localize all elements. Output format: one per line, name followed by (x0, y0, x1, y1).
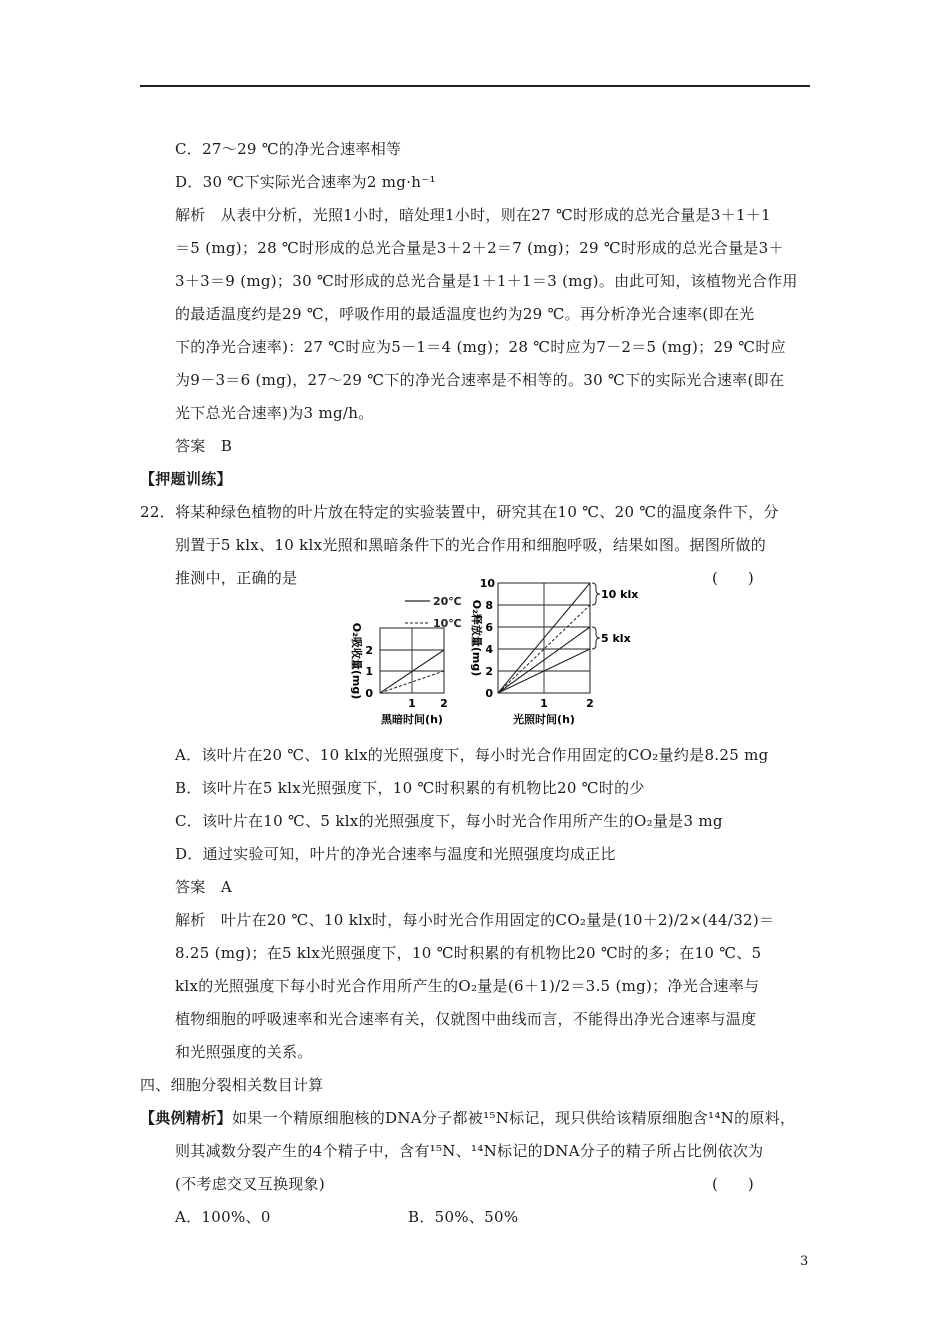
light-y-tick: 0 (485, 687, 493, 700)
light-x-label: 光照时间(h) (513, 713, 575, 726)
q22-option-a: A．该叶片在20 ℃、10 klx的光照强度下，每小时光合作用固定的CO₂量约是8.25 mg (175, 746, 769, 764)
section-label-practice: 【押题训练】 (140, 470, 232, 488)
section-heading-4: 四、细胞分裂相关数目计算 (140, 1076, 324, 1094)
example-option-a: A．100%、0 (175, 1208, 271, 1226)
example-label: 【典例精析】 (140, 1109, 232, 1127)
dark-x-tick: 1 (408, 697, 416, 710)
q22-stem-line: 别置于5 klx、10 klx光照和黑暗条件下的光合作用和细胞呼吸，结果如图。据图所做的 (175, 536, 767, 554)
q22-option-d: D．通过实验可知，叶片的净光合速率与温度和光照强度均成正比 (175, 845, 616, 863)
dark-x-tick: 2 (440, 697, 448, 710)
example-line: 则其减数分裂产生的4个精子中，含有¹⁵N、¹⁴N标记的DNA分子的精子所占比例依次为 (175, 1142, 764, 1160)
q22-figure (340, 573, 650, 733)
example-line: 如果一个精原细胞核的DNA分子都被¹⁵N标记，现只供给该精原细胞含¹⁴N的原料， (232, 1109, 796, 1127)
prev-analysis-line: 解析 从表中分析，光照1小时，暗处理1小时，则在27 ℃时形成的总光合量是3＋1＋1 (175, 206, 771, 224)
q22-answer: 答案 A (175, 878, 233, 896)
q22-analysis-line: klx的光照强度下每小时光合作用所产生的O₂量是(6＋1)/2＝3.5 (mg)；净光合速率与 (175, 977, 760, 995)
dark-chart (350, 595, 462, 726)
example-line: (不考虑交叉互换现象) (175, 1175, 326, 1193)
q22-stem-line: 22．将某种绿色植物的叶片放在特定的实验装置中，研究其在10 ℃、20 ℃的温度条件下，分 (140, 503, 779, 521)
q22-stem-line: 推测中，正确的是 (175, 569, 298, 587)
prev-analysis-line: 3＋3＝9 (mg)；30 ℃时形成的总光合量是1＋1＋1＝3 (mg)。由此可知，该植物光合作用 (175, 272, 798, 290)
prev-option-c: C．27～29 ℃的净光合速率相等 (175, 140, 402, 158)
light-chart (470, 577, 638, 726)
example-option-b: B．50%、50% (408, 1208, 519, 1226)
q22-analysis-line: 解析 叶片在20 ℃、10 klx时，每小时光合作用固定的CO₂量是(10＋2)/2×(44/32)＝ (175, 911, 775, 929)
dark-y-tick: 1 (365, 665, 373, 678)
legend-20c-label: 20℃ (433, 595, 462, 608)
q22-option-b: B．该叶片在5 klx光照强度下，10 ℃时积累的有机物比20 ℃时的少 (175, 779, 645, 797)
example-answer-blank: ( ) (712, 1175, 754, 1193)
light-x-tick: 1 (540, 697, 548, 710)
dark-y-tick: 0 (365, 687, 373, 700)
brace-10klx (592, 583, 600, 605)
header-rule (140, 85, 810, 87)
q22-option-c: C．该叶片在10 ℃、5 klx的光照强度下，每小时光合作用所产生的O₂量是3 mg (175, 812, 723, 830)
light-y-tick: 10 (479, 577, 495, 590)
dark-y-label: O₂吸收量(mg) (350, 622, 363, 700)
legend-10c-label: 10℃ (433, 617, 462, 630)
prev-analysis-line: ＝5 (mg)；28 ℃时形成的总光合量是3＋2＋2＝7 (mg)；29 ℃时形成的总光合量是3＋ (175, 239, 784, 257)
brace-5klx (592, 627, 600, 649)
q22-analysis-line: 和光照强度的关系。 (175, 1043, 313, 1061)
dark-x-label: 黑暗时间(h) (381, 713, 443, 726)
dark-y-tick: 2 (365, 644, 373, 657)
prev-analysis-line: 的最适温度约是29 ℃，呼吸作用的最适温度也约为29 ℃。再分析净光合速率(即在光 (175, 305, 755, 323)
light-y-tick: 6 (485, 621, 493, 634)
light-y-tick: 2 (485, 665, 493, 678)
group-label-10klx: 10 klx (601, 588, 639, 601)
q22-analysis-line: 8.25 (mg)；在5 klx光照强度下，10 ℃时积累的有机物比20 ℃时的多；在10 ℃、5 (175, 944, 762, 962)
light-y-label: O₂释放量(mg) (470, 599, 483, 677)
light-x-tick: 2 (586, 697, 594, 710)
prev-answer: 答案 B (175, 437, 233, 455)
prev-option-d: D．30 ℃下实际光合速率为2 mg·h⁻¹ (175, 173, 436, 191)
prev-analysis-line: 下的净光合速率)：27 ℃时应为5－1＝4 (mg)；28 ℃时应为7－2＝5 (mg)；29 ℃时应 (175, 338, 786, 356)
q22-analysis-line: 植物细胞的呼吸速率和光合速率有关，仅就图中曲线而言，不能得出净光合速率与温度 (175, 1010, 757, 1028)
q22-answer-blank: ( ) (712, 569, 754, 587)
prev-analysis-line: 为9－3＝6 (mg)，27～29 ℃下的净光合速率是不相等的。30 ℃下的实际光合速率(即在 (175, 371, 785, 389)
page-number: 3 (800, 1254, 809, 1269)
group-label-5klx: 5 klx (601, 632, 631, 645)
light-y-tick: 8 (485, 599, 493, 612)
light-y-tick: 4 (485, 643, 493, 656)
prev-analysis-line: 光下总光合速率)为3 mg/h。 (175, 404, 374, 422)
